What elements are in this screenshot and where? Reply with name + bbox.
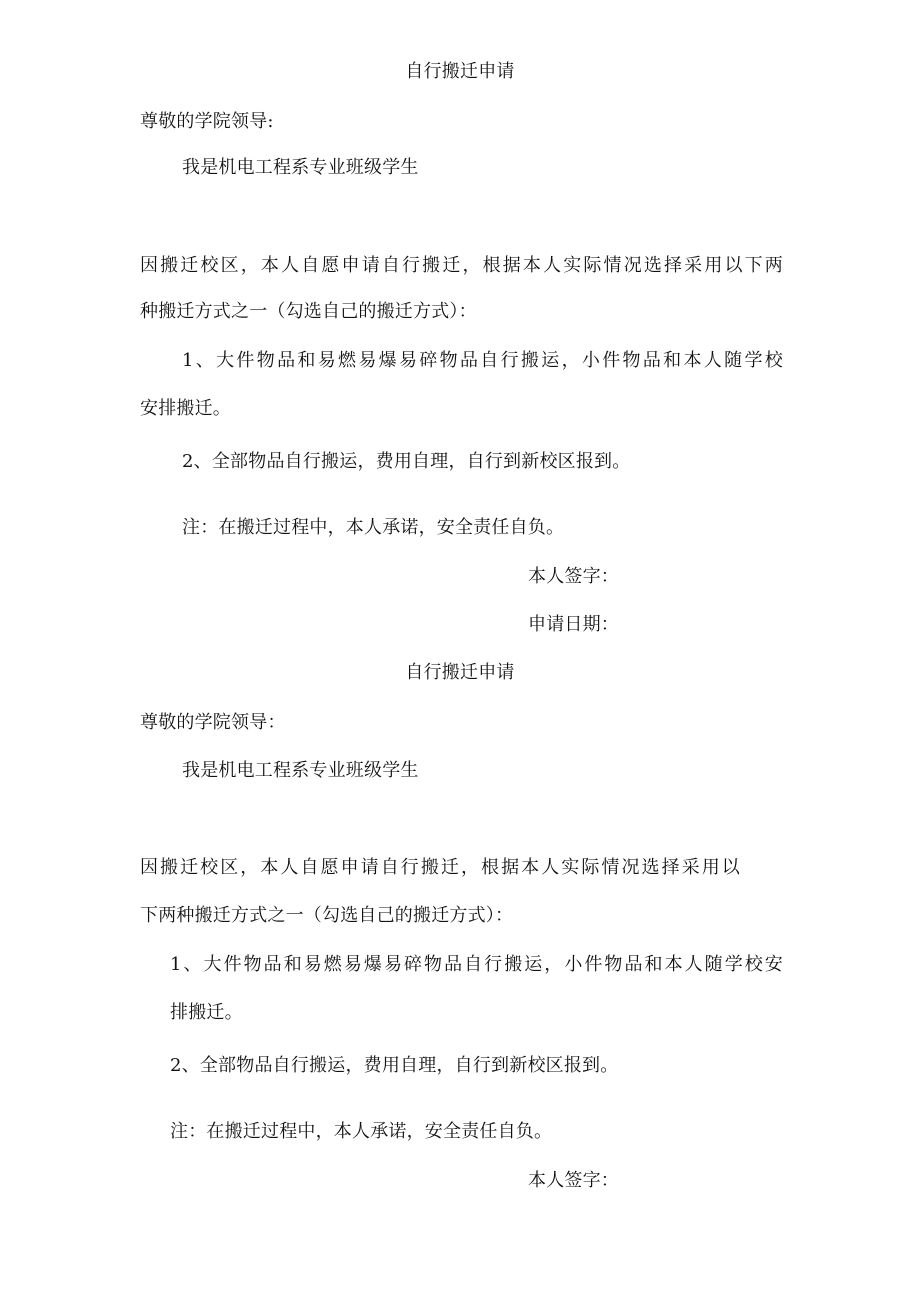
doc1-note: 注：在搬迁过程中，本人承诺，安全责任自负。 [182, 517, 565, 538]
doc2-salutation: 尊敬的学院领导： [140, 712, 286, 733]
doc2-paragraph-line-1: 因搬迁校区，本人自愿申请自行搬迁，根据本人实际情况选择采用以 [140, 857, 740, 878]
doc2-note: 注：在搬迁过程中，本人承诺，安全责任自负。 [170, 1121, 553, 1142]
doc1-option-1-line-1: 1、大件物品和易燃易爆易碎物品自行搬运，小件物品和本人随学校 [182, 350, 783, 371]
doc2-title: 自行搬迁申请 [405, 662, 515, 683]
doc2-option-2: 2、全部物品自行搬运，费用自理，自行到新校区报到。 [170, 1055, 619, 1076]
doc1-signature-label: 本人签字： [528, 566, 619, 587]
doc1-option-2: 2、全部物品自行搬运，费用自理，自行到新校区报到。 [182, 451, 631, 472]
doc2-option-1-line-1: 1、大件物品和易燃易爆易碎物品自行搬运，小件物品和本人随学校安 [170, 954, 783, 975]
doc2-option-1-line-2: 排搬迁。 [170, 1002, 243, 1023]
doc1-title: 自行搬迁申请 [405, 61, 515, 82]
doc1-option-1-line-2: 安排搬迁。 [140, 398, 231, 419]
doc2-signature-label: 本人签字： [528, 1170, 619, 1191]
doc1-intro: 我是机电工程系专业班级学生 [182, 157, 419, 178]
doc1-salutation: 尊敬的学院领导: [140, 111, 274, 132]
doc1-date-label: 申请日期： [528, 614, 619, 635]
doc2-paragraph-line-2: 下两种搬迁方式之一（勾选自己的搬迁方式）： [140, 905, 514, 926]
doc2-intro: 我是机电工程系专业班级学生 [182, 760, 419, 781]
doc1-paragraph-line-2: 种搬迁方式之一（勾选自己的搬迁方式）： [140, 301, 477, 322]
doc1-paragraph-line-1: 因搬迁校区，本人自愿申请自行搬迁，根据本人实际情况选择采用以下两 [140, 255, 783, 276]
